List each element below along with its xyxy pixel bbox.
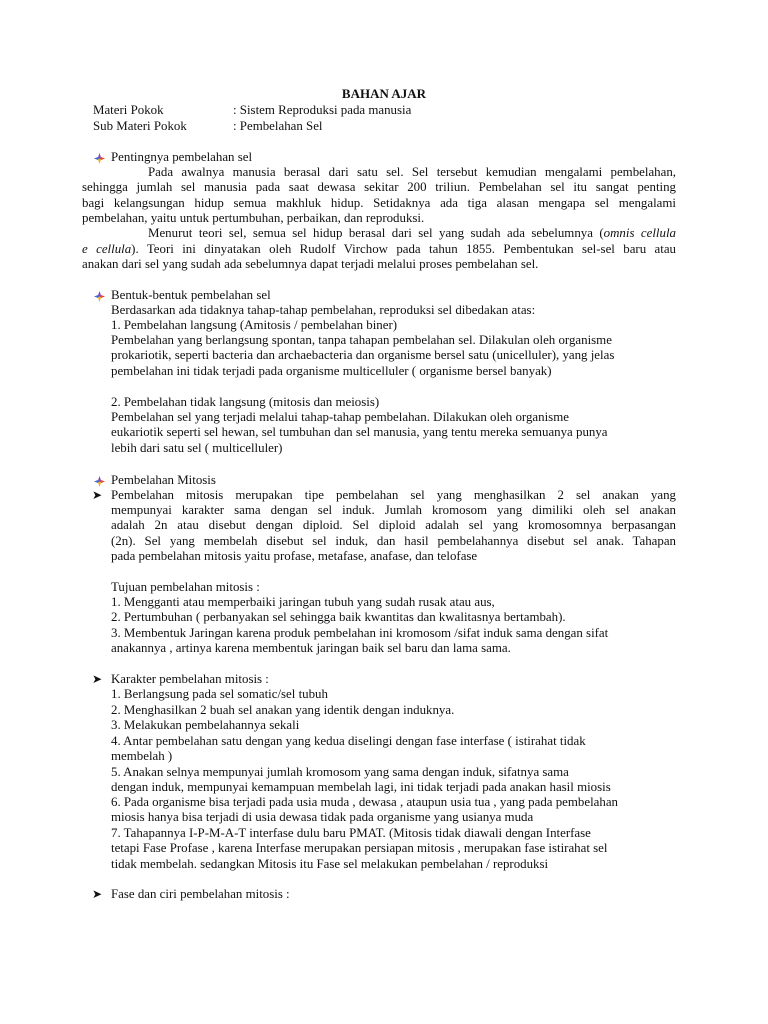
list-item: 1. Pembelahan langsung (Amitosis / pembelahan biner) [111,318,398,332]
list-item: 1. Mengganti atau memperbaiki jaringan tubuh yang sudah rusak atau aus, [111,595,495,609]
paragraph-line: sehingga jumlah sel manusia pada saat dewasa sekitar 200 triliun. Pembelahan sel itu sangat penting [82,180,676,194]
document-title: BAHAN AJAR [341,86,427,101]
arrow-bullet-icon: ➤ [92,488,103,502]
list-item: tetapi Fase Profase , karena Interfase merupakan persiapan mitosis , merupakan fase istirahat sel [111,841,608,855]
paragraph-line: Menurut teori sel, semua sel hidup berasal dari sel yang sudah ada sebelumnya (omnis cellula [148,226,676,240]
arrow-bullet-icon: ➤ [92,887,103,901]
section-heading-pentingnya: Pentingnya pembelahan sel [111,150,253,164]
paragraph-line: mempunyai karakter sama dengan sel induk. Jumlah kromosom yang dimiliki oleh sel anakan [111,503,676,517]
subheading-fase: Fase dan ciri pembelahan mitosis : [111,887,290,901]
paragraph-line: e cellula). Teori ini dinyatakan oleh Rudolf Virchow pada tahun 1855. Pembentukan sel-sel baru atau [82,242,676,256]
paragraph-line: bagi kelangsungan hidup semua makhluk hidup. Setidaknya ada tiga alasan mengapa sel mengalami [82,196,676,210]
list-item: anakannya , artinya karena membentuk jaringan baik sel baru dan lama sama. [111,641,511,655]
list-item: miosis hanya bisa terjadi di usia dewasa tidak pada organisme yang usianya muda [111,810,534,824]
pushpin-bullet-icon [93,290,106,303]
list-item: 3. Melakukan pembelahannya sekali [111,718,300,732]
paragraph-line: pembelahan ini tidak terjadi pada organisme multicelluler ( organisme bersel banyak) [111,364,552,378]
list-item: membelah ) [111,749,173,763]
paragraph-line: (2n). Sel yang membelah disebut sel induk, dan hasil pembelahannya disebut sel anak. Tahapan [111,534,676,548]
paragraph-line: Pembelahan yang berlangsung spontan, tanpa tahapan pembelahan sel. Dilakulan oleh organisme [111,333,612,347]
list-item: dengan induk, mempunyai kemampuan membelah lagi, ini tidak terjadi pada anakan hasil miosis [111,780,611,794]
subheading-karakter: Karakter pembelahan mitosis : [111,672,269,686]
section-heading-mitosis: Pembelahan Mitosis [111,473,216,487]
list-item: 7. Tahapannya I-P-M-A-T interfase dulu baru PMAT. (Mitosis tidak diawali dengan Interfase [111,826,591,840]
paragraph-line: prokariotik, seperti bacteria dan archaebacteria dan organisme bersel satu (unicelluler), yang jelas [111,348,615,362]
list-item: 1. Berlangsung pada sel somatic/sel tubuh [111,687,328,701]
meta-label-sub-materi: Sub Materi Pokok [93,119,187,133]
paragraph-line: Pada awalnya manusia berasal dari satu sel. Sel tersebut kemudian mengalami pembelahan, [148,165,676,179]
list-item: 2. Pertumbuhan ( perbanyakan sel sehingga baik kwantitas dan kwalitasnya bertambah). [111,610,566,624]
paragraph-line: eukariotik seperti sel hewan, sel tumbuhan dan sel manusia, yang tentu mereka semuanya punya [111,425,608,439]
paragraph-line: Berdasarkan ada tidaknya tahap-tahap pembelahan, reproduksi sel dibedakan atas: [111,303,536,317]
list-item: 2. Pembelahan tidak langsung (mitosis dan meiosis) [111,395,380,409]
paragraph-line: Pembelahan sel yang terjadi melalui tahap-tahap pembelahan. Dilakukan oleh organisme [111,410,569,424]
paragraph-line: pembelahan, yaitu untuk pertumbuhan, perbaikan, dan reproduksi. [82,211,425,225]
paragraph-line: adalah 2n atau disebut dengan diploid. Sel diploid adalah sel yang kromosomnya berpasangan [111,518,676,532]
list-item: 2. Menghasilkan 2 buah sel anakan yang identik dengan induknya. [111,703,455,717]
list-item: 4. Antar pembelahan satu dengan yang kedua diselingi dengan fase interfase ( istirahat tidak [111,734,586,748]
meta-value-materi: : Sistem Reproduksi pada manusia [233,103,412,117]
meta-value-sub-materi: : Pembelahan Sel [233,119,323,133]
section-heading-bentuk: Bentuk-bentuk pembelahan sel [111,288,271,302]
list-item: 6. Pada organisme bisa terjadi pada usia muda , dewasa , ataupun usia tua , yang pada pembelahan [111,795,618,809]
list-item: 3. Membentuk Jaringan karena produk pembelahan ini kromosom /sifat induk sama dengan sifat [111,626,609,640]
list-item: tidak membelah. sedangkan Mitosis itu Fase sel melakukan pembelahan / reproduksi [111,857,549,871]
list-item: 5. Anakan selnya mempunyai jumlah kromosom yang sama dengan induk, sifatnya sama [111,765,569,779]
arrow-bullet-icon: ➤ [92,672,103,686]
pushpin-bullet-icon [93,152,106,165]
paragraph-line: Pembelahan mitosis merupakan tipe pembelahan sel yang menghasilkan 2 sel anakan yang [111,488,676,502]
paragraph-line: pada pembelahan mitosis yaitu profase, metafase, anafase, dan telofase [111,549,478,563]
pushpin-bullet-icon [93,475,106,488]
subheading-tujuan: Tujuan pembelahan mitosis : [111,580,260,594]
paragraph-line: lebih dari satu sel ( multicelluler) [111,441,283,455]
meta-label-materi: Materi Pokok [93,103,164,117]
paragraph-line: anakan dari sel yang sudah ada sebelumnya dapat terjadi melalui proses pembelahan sel. [82,257,539,271]
